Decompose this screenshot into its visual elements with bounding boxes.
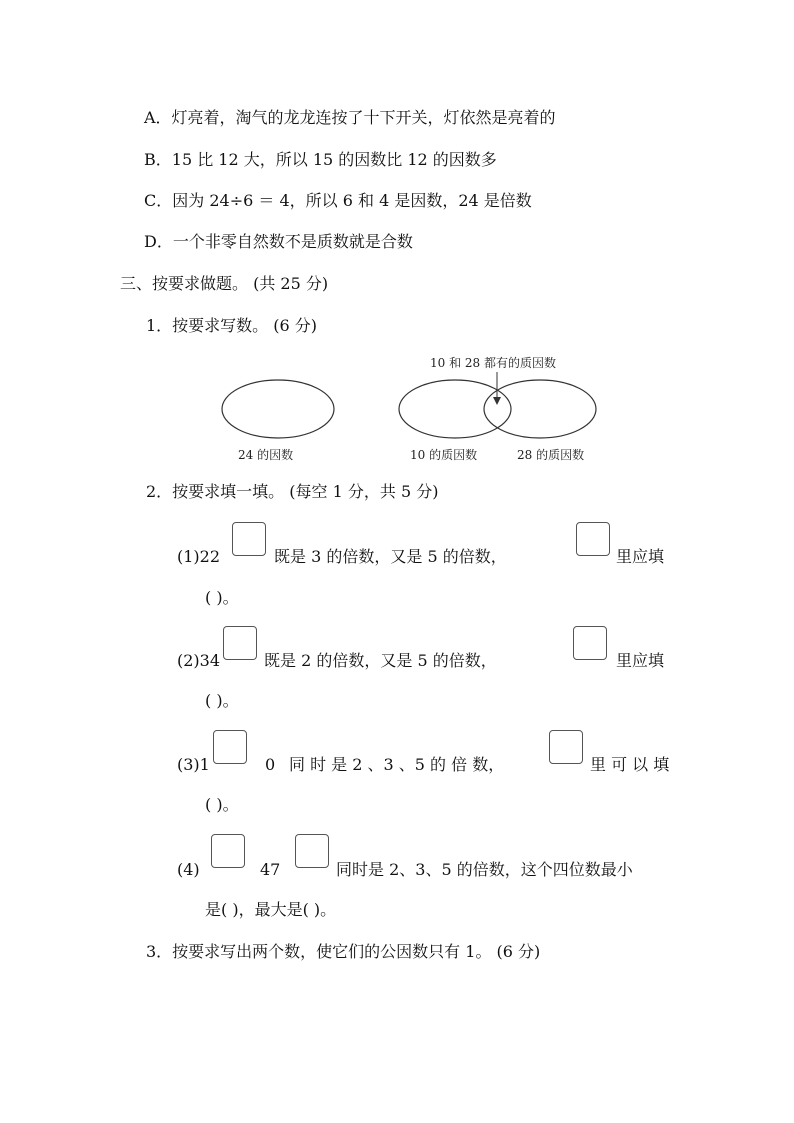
q2-part1-suffix: 里应填 bbox=[616, 547, 665, 566]
q2-part3-text: 同 时 是 2 、3 、5 的 倍 数， bbox=[289, 755, 505, 774]
q2-part1-digit-box[interactable] bbox=[232, 522, 266, 556]
q2-part3-answer-blank[interactable]: ( )。 bbox=[205, 795, 239, 814]
q2-part4-last-digit-box[interactable] bbox=[295, 834, 329, 868]
label-28-prime-factors: 28 的质因数 bbox=[517, 448, 585, 462]
q2-part2-text: 既是 2 的倍数，又是 5 的倍数， bbox=[264, 651, 497, 670]
option-b: B．15 比 12 大，所以 15 的因数比 12 的因数多 bbox=[144, 150, 497, 169]
q2-part4-first-digit-box[interactable] bbox=[211, 834, 245, 868]
arrow-head-icon bbox=[493, 397, 501, 405]
venn-diagram bbox=[0, 350, 794, 470]
q2-part3-prefix: (3)1 bbox=[177, 755, 210, 774]
q2-part3-ref-box bbox=[549, 730, 583, 764]
option-a: A．灯亮着，淘气的龙龙连按了十下开关，灯依然是亮着的 bbox=[144, 108, 556, 127]
q2-part1-ref-box bbox=[576, 522, 610, 556]
q2-part4-digits: 47 bbox=[260, 860, 281, 879]
q2-part4-text: 同时是 2、3、5 的倍数，这个四位数最小 bbox=[336, 860, 633, 879]
q2-part3-digit: 0 bbox=[265, 755, 276, 774]
option-c: C．因为 24÷6 ＝ 4，所以 6 和 4 是因数，24 是倍数 bbox=[144, 191, 532, 210]
option-d: D．一个非零自然数不是质数就是合数 bbox=[144, 232, 413, 251]
q2-part2-prefix: (2)34 bbox=[177, 651, 221, 670]
q2-part2-answer-blank[interactable]: ( )。 bbox=[205, 691, 239, 710]
q2-part1-answer-blank[interactable]: ( )。 bbox=[205, 588, 239, 607]
q2-part2-digit-box[interactable] bbox=[223, 626, 257, 660]
q2-part4-answer-line[interactable]: 是( )，最大是( )。 bbox=[205, 900, 337, 919]
q2-part3-digit-box[interactable] bbox=[213, 730, 247, 764]
ellipse-24-factors bbox=[222, 380, 334, 438]
label-common-prime-factors: 10 和 28 都有的质因数 bbox=[430, 356, 556, 370]
question-3-title: 3．按要求写出两个数，使它们的公因数只有 1。 (6 分) bbox=[146, 942, 541, 961]
ellipse-10-prime-factors bbox=[399, 380, 511, 438]
q2-part2-suffix: 里应填 bbox=[616, 651, 665, 670]
q2-part1-prefix: (1)22 bbox=[177, 547, 221, 566]
section-heading: 三、按要求做题。 (共 25 分) bbox=[120, 274, 329, 293]
ellipse-28-prime-factors bbox=[484, 380, 596, 438]
q2-part1-text: 既是 3 的倍数，又是 5 的倍数， bbox=[274, 547, 507, 566]
q2-part3-suffix: 里 可 以 填 bbox=[590, 755, 670, 774]
label-24-factors: 24 的因数 bbox=[238, 448, 294, 462]
q2-part4-prefix: (4) bbox=[177, 860, 200, 879]
question-1-title: 1．按要求写数。 (6 分) bbox=[146, 316, 318, 335]
q2-part2-ref-box bbox=[573, 626, 607, 660]
label-10-prime-factors: 10 的质因数 bbox=[410, 448, 478, 462]
question-2-title: 2．按要求填一填。 (每空 1 分，共 5 分) bbox=[146, 482, 439, 501]
